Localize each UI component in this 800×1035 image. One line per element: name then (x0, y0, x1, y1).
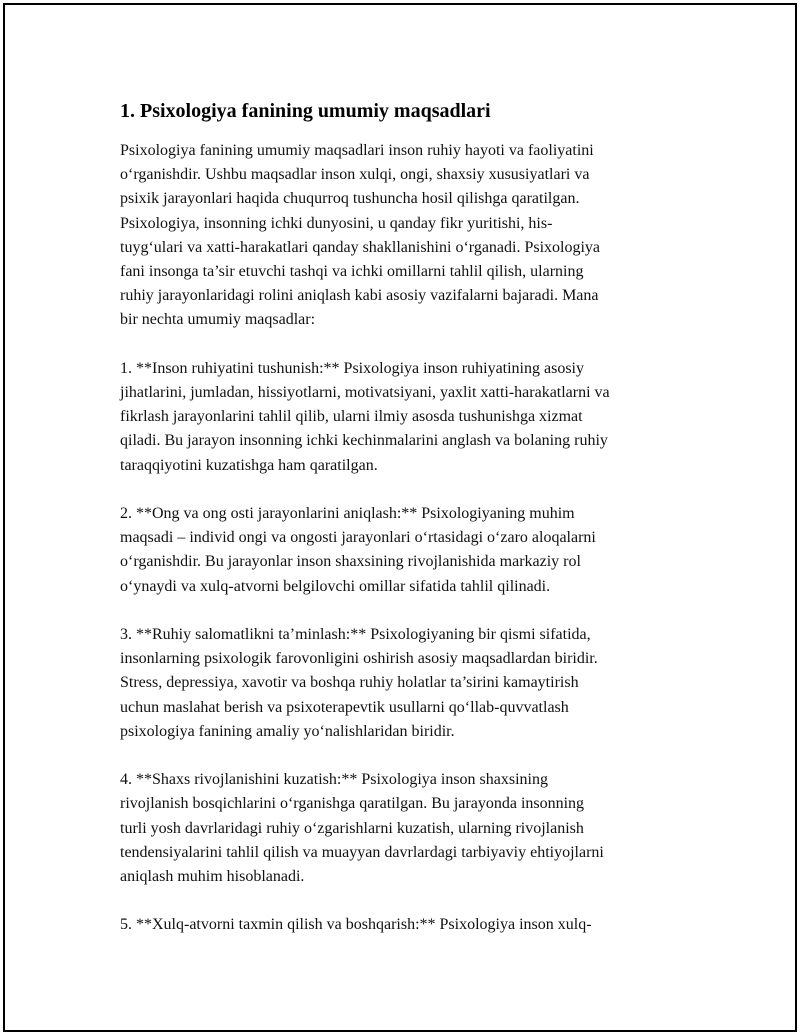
text-line: jihatlarini, jumladan, hissiyotlarni, motivatsiyani, yaxlit xatti-harakatlarni va (120, 384, 610, 402)
text-line: 1. **Inson ruhiyatini tushunish:** Psixologiya inson ruhiyatining asosiy (120, 359, 584, 377)
text-line: aniqlash muhim hisoblanadi. (120, 868, 305, 886)
text-line: 5. **Xulq-atvorni taxmin qilish va boshqarish:** Psixologiya inson xulq- (120, 916, 592, 934)
text-line: 3. **Ruhiy salomatlikni ta’minlash:** Psixologiyaning bir qismi sifatida, (120, 626, 591, 644)
document-body (120, 97, 705, 962)
list-item-2 (120, 502, 705, 599)
text-line: qiladi. Bu jarayon insonning ichki kechinmalarini anglash va bolaning ruhiy (120, 432, 608, 450)
text-line: Psixologiya, insonning ichki dunyosini, u qanday fikr yuritishi, his- (120, 214, 553, 232)
text-line: Psixologiya fanining umumiy maqsadlari inson ruhiy hayoti va faoliyatini (120, 142, 594, 159)
text-line: 4. **Shaxs rivojlanishini kuzatish:** Psixologiya inson shaxsining (120, 771, 548, 789)
text-line: o‘ynaydi va xulq-atvorni belgilovchi omillar sifatida tahlil qilinadi. (120, 577, 551, 595)
section-heading: 1. Psixologiya fanining umumiy maqsadlari (120, 100, 491, 122)
text-line: taraqqiyotini kuzatishga ham qaratilgan. (120, 456, 378, 474)
text-line: tuyg‘ulari va xatti-harakatlari qanday shakllanishini o‘rganadi. Psixologiya (120, 238, 601, 256)
text-line: 2. **Ong va ong osti jarayonlarini aniqlash:** Psixologiyaning muhim (120, 505, 575, 523)
text-line: fikrlash jarayonlarini tahlil qilib, ularni ilmiy asosda tushunishga xizmat (120, 408, 583, 426)
intro-paragraph (120, 139, 705, 333)
text-line: ruhiy jarayonlaridagi rolini aniqlash kabi asosiy vazifalarni bajaradi. Mana (120, 287, 599, 305)
text-line: tendensiyalarini tahlil qilish va muayyan davrlardagi tarbiyaviy ehtiyojlarni (120, 843, 604, 861)
text-line: fani insonga ta’sir etuvchi tashqi va ichki omillarni tahlil qilish, ularning (120, 263, 584, 281)
page-frame (3, 3, 797, 1032)
text-line: o‘rganishdir. Bu jarayonlar inson shaxsining rivojlanishida markaziy rol (120, 553, 581, 571)
list-item-5 (120, 913, 705, 937)
text-line: bir nechta umumiy maqsadlar: (120, 311, 316, 329)
list-item-4 (120, 768, 705, 889)
text-line: Stress, depressiya, xavotir va boshqa ruhiy holatlar ta’sirini kamaytirish (120, 674, 579, 692)
text-line: insonlarning psixologik farovonligini oshirish asosiy maqsadlardan biridir. (120, 650, 598, 668)
text-line: o‘rganishdir. Ushbu maqsadlar inson xulqi, ongi, shaxsiy xususiyatlari va (120, 166, 590, 184)
text-line: psixologiya fanining amaliy yo‘nalishlaridan biridir. (120, 722, 455, 740)
text-line: turli yosh davrlaridagi ruhiy o‘zgarishlarni kuzatish, ularning rivojlanish (120, 819, 584, 837)
list-item-1 (120, 357, 705, 478)
text-line: psixik jarayonlari haqida chuqurroq tushuncha hosil qilishga qaratilgan. (120, 190, 580, 208)
list-item-3 (120, 623, 705, 744)
text-line: uchun maslahat berish va psixoterapevtik usullarni qo‘llab-quvvatlash (120, 698, 569, 716)
text-line: rivojlanish bosqichlarini o‘rganishga qaratilgan. Bu jarayonda insonning (120, 795, 585, 813)
text-line: maqsadi – individ ongi va ongosti jarayonlari o‘rtasidagi o‘zaro aloqalarni (120, 529, 596, 547)
